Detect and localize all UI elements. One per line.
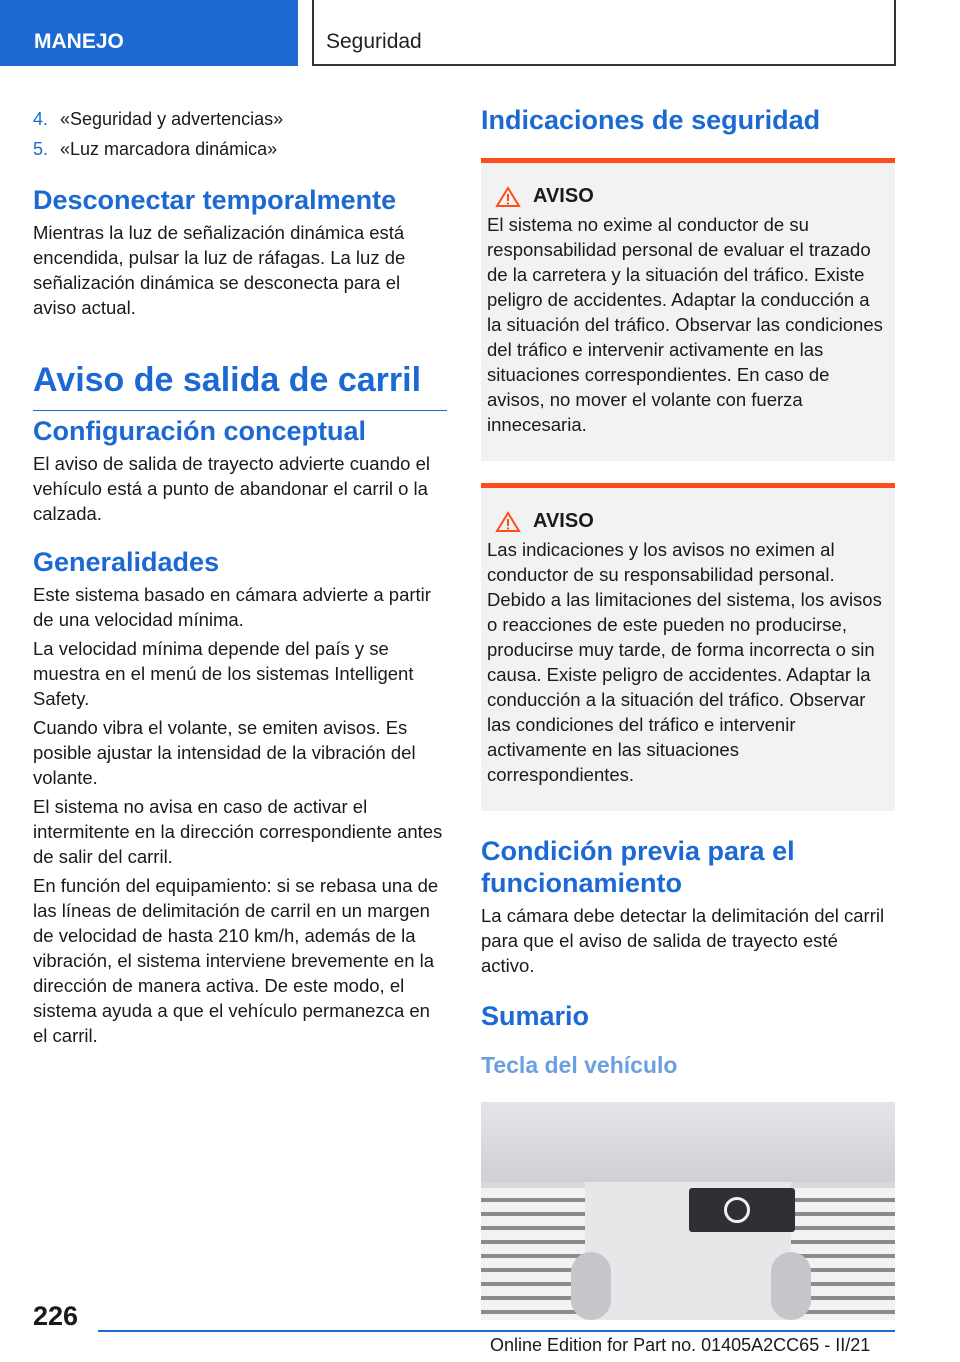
- paragraph: El sistema no avisa en caso de activar el intermitente en la dirección correspondiente antes de salir del carril.: [33, 796, 443, 867]
- page-header: [0, 0, 960, 66]
- warning-box: [481, 483, 895, 811]
- vent-knob-right: [771, 1252, 811, 1320]
- footer-divider: [98, 1330, 895, 1332]
- edition-note: Online Edition for Part no. 01405A2CC65 - II/21: [490, 1335, 871, 1355]
- page-number: 226: [33, 1301, 79, 1331]
- paragraph: Mientras la luz de señalización dinámica está encendida, pulsar la luz de ráfagas. La luz de señalización dinámica se desconecta para el aviso actual.: [33, 222, 406, 318]
- list-number: 5.: [33, 139, 49, 159]
- warning-text: El sistema no exime al conductor de su responsabilidad personal de evaluar el trazado de la carretera y la situación del tráfico. Existe peligro de accidentes. Adaptar la conducción a la situación del tráfico. Observar las condiciones del tráfico e intervenir activamente en las situaciones correspondientes. En caso de avisos, no mover el volante con fuerza innecesaria.: [487, 214, 883, 435]
- warning-title: AVISO: [533, 185, 594, 207]
- list-text: «Seguridad y advertencias»: [60, 109, 284, 129]
- warning-box: [481, 158, 895, 461]
- assist-button-icon: [724, 1197, 750, 1223]
- list-item: [33, 104, 447, 134]
- topic-tab: Seguridad: [312, 0, 896, 66]
- warning-triangle-icon: [495, 186, 521, 208]
- warning-text: Las indicaciones y los avisos no eximen al conductor de su responsabilidad personal. Debido a las limitaciones del sistema, los avisos o reacciones de este pueden no producirse, producirse muy tarde, de forma incorrecta o sin causa. Existe peligro de accidentes. Adaptar la conducción a la situación del tráfico. Observar las condiciones del tráfico e intervenir activamente en las situaciones correspondientes.: [487, 539, 882, 785]
- heading-desconectar: Desconectar temporalmente: [33, 185, 397, 215]
- chapter-title: Aviso de salida de carril: [33, 360, 447, 411]
- heading-indicaciones: Indicaciones de seguridad: [481, 105, 821, 135]
- warning-title: AVISO: [533, 510, 594, 532]
- list-number: 4.: [33, 109, 49, 129]
- right-column: [481, 104, 895, 1320]
- paragraph: Cuando vibra el volante, se emiten avisos. Es posible ajustar la intensidad de la vibración del volante.: [33, 717, 416, 788]
- paragraph: Este sistema basado en cámara advierte a partir de una velocidad mínima.: [33, 584, 431, 630]
- vent-knob-left: [571, 1252, 611, 1320]
- paragraph: La cámara debe detectar la delimitación del carril para que el aviso de salida de trayecto esté activo.: [481, 905, 885, 976]
- warning-header: [487, 510, 887, 533]
- list-text: «Luz marcadora dinámica»: [60, 139, 278, 159]
- dashboard-top: [481, 1102, 895, 1182]
- warning-header: [487, 185, 887, 208]
- paragraph: El aviso de salida de trayecto advierte cuando el vehículo está a punto de abandonar el carril o la calzada.: [33, 453, 430, 524]
- vehicle-button-photo: [481, 1102, 895, 1320]
- warning-triangle-icon: [495, 511, 521, 533]
- paragraph: La velocidad mínima depende del país y se muestra en el menú de los sistemas Intelligent Safety.: [33, 638, 414, 709]
- paragraph: En función del equipamiento: si se rebasa una de las líneas de delimitación de carril en un margen de velocidad de hasta 210 km/h, además de la vibración, el sistema interviene brevemente en la dirección de manera activa. De este modo, el sistema ayuda a que el vehículo permanezca en el carril.: [33, 875, 439, 1046]
- left-column: [33, 104, 447, 1048]
- heading-tecla: Tecla del vehículo: [481, 1052, 678, 1078]
- heading-configuracion: Configuración conceptual: [33, 416, 367, 446]
- heading-condicion: Condición previa para el funcionamiento: [481, 836, 795, 898]
- heading-generalidades: Generalidades: [33, 547, 220, 577]
- section-tab: MANEJO: [0, 0, 298, 66]
- heading-sumario: Sumario: [481, 1001, 590, 1031]
- list-item: [33, 134, 447, 164]
